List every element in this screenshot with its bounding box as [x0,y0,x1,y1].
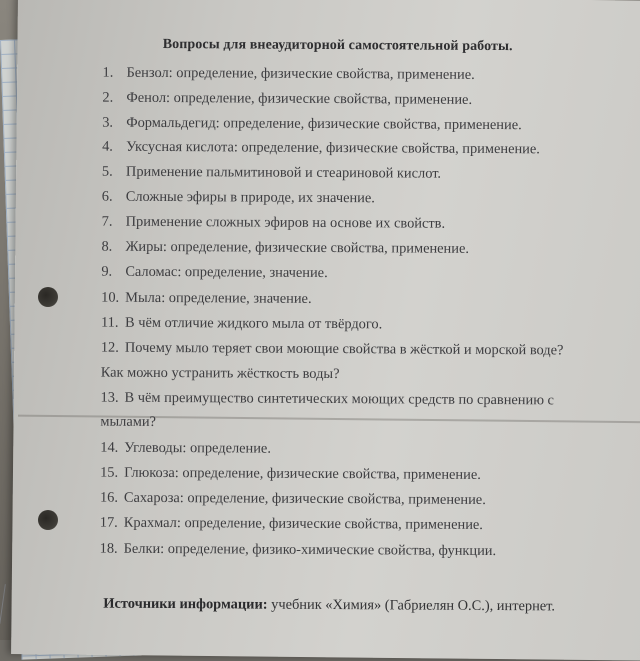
sources-text: учебник «Химия» (Габриелян О.С.), интернет. [271,596,556,615]
question-item: 6. Сложные эфиры в природе, их значение. [101,188,375,207]
question-item: 11. В чём отличие жидкого мыла от твёрдого. [100,314,383,333]
question-item: 15. Глюкоза: определение, физические свойства, применение. [100,464,481,483]
question-item: 1. Бензол: определение, физические свойства, применение. [102,64,475,83]
question-item: 18. Белки: определение, физико-химические свойства, функции. [99,540,497,560]
question-continuation: мылами? [100,413,157,430]
sources-line [103,596,555,616]
question-item: 9. Саломас: определение, значение. [101,263,328,282]
question-item: 12. Почему мыло теряет свои моющие свойства в жёсткой и морской воде? [100,339,564,359]
question-item: 2. Фенол: определение, физические свойства, применение. [102,89,473,108]
question-item: 8. Жиры: определение, физические свойства, применение. [101,238,470,257]
question-item: 3. Формальдегид: определение, физические свойства, применение. [102,114,522,134]
question-item: 4. Уксусная кислота: определение, физические свойства, применение. [102,138,540,158]
question-continuation: Как можно устранить жёсткость воды? [100,364,340,383]
question-item: 10. Мыла: определение, значение. [101,289,312,307]
question-item: 17. Крахмал: определение, физические свойства, применение. [99,514,483,533]
question-item: 5. Применение пальмитиновой и стеариновой кислот. [101,163,442,182]
question-item: 13. В чём преимущество синтетических моющих средств по сравнению с [100,389,555,409]
sources-label: Источники информации: [103,595,268,613]
document-title: Вопросы для внеаудиторной самостоятельной работы. [162,36,513,55]
question-item: 7. Применение сложных эфиров на основе их свойств. [101,213,446,232]
question-item: 14. Углеводы: определение. [100,439,272,457]
question-item: 16. Сахароза: определение, физические свойства, применение. [99,489,486,508]
